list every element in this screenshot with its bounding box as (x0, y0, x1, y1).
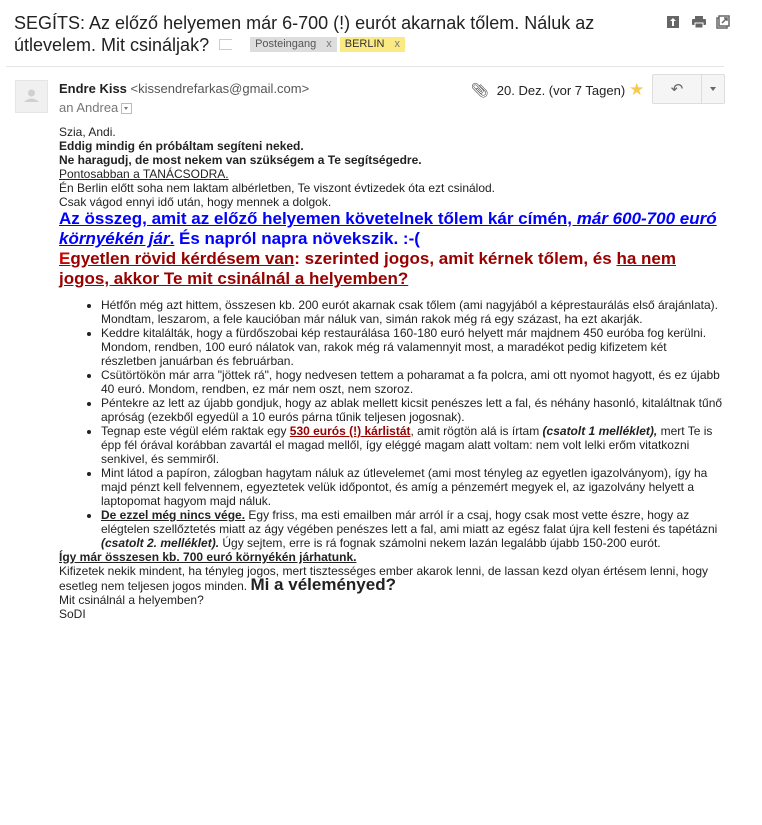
sender-email: <kissendrefarkas@gmail.com> (130, 81, 310, 96)
message-date: 20. Dez. (vor 7 Tagen) (496, 82, 626, 98)
list-item: • Keddre kitalálták, hogy a fürdőszobai kép restaurálása 160-180 euró helyett már majdnem 450 euróba fog kerülni. Mondom, rendben, 100 euró nálatok van, rakok még rá valamennyit most, a maradékot pedig kifizetem két részletben januárban és februárban. (101, 326, 724, 368)
divider (6, 66, 724, 67)
person-icon (16, 81, 47, 112)
new-window-icon[interactable] (716, 15, 730, 29)
remove-label-button[interactable]: x (326, 37, 332, 50)
remove-label-button[interactable]: x (394, 37, 400, 50)
blue-heading-dot: . (169, 229, 175, 248)
sender (59, 81, 309, 96)
text: , amit rögtön alá is írtam (410, 424, 543, 438)
blue-heading-tail: És napról napra növekszik. :-( (174, 229, 420, 248)
details-dropdown-icon[interactable] (121, 103, 132, 114)
attachment-note: (csatolt 1 melléklet), (542, 424, 658, 438)
subject-line-2: útlevelem. Mit csináljak? (14, 35, 210, 55)
importance-marker-icon[interactable] (219, 39, 232, 50)
star-icon[interactable]: ★ (629, 80, 645, 99)
red-heading (59, 249, 724, 289)
message-body (59, 125, 724, 621)
bullet-list (59, 298, 724, 550)
red-heading-part-a: gyetlen rövid kérdésem van (70, 249, 295, 268)
list-item (101, 424, 724, 466)
closing-paragraph (59, 564, 724, 593)
more-actions-button[interactable] (702, 75, 724, 103)
greeting: Szia, Andi. (59, 125, 116, 139)
total-line: Így már összesen kb. 700 euró környékén járhatunk. (59, 550, 357, 564)
label-berlin[interactable] (340, 37, 405, 52)
label-name[interactable]: BERLIN (344, 37, 385, 50)
avatar (15, 80, 48, 113)
attachment-note: (csatolt 2. melléklet). (101, 536, 220, 550)
list-item (101, 508, 724, 550)
list-item: • Hétfőn még azt hittem, összesen kb. 200 eurót akarnak csak tőlem (ami nagyjából a képrestaurálás első árajánlata). Mondtam, leszarom, a fele kaucióban már náluk van, simán rakok még rá egy százast, ha ezt akarják. (101, 298, 724, 326)
red-heading-part-b: : szerinted jogos, amit kérnek tőlem, és (294, 249, 617, 268)
text: Egy friss, ma esti emailben már arról ír a csaj, hogy csak most vette észre, hogy az elégtelen szellőztetés miatt az ágy végében penészes lett a fal, ami miatt az egész falat újra kell festeni és tapétázni (101, 508, 718, 536)
collapse-icon[interactable] (666, 15, 680, 29)
reply-icon: ↶ (670, 81, 684, 98)
attachment-icon: 📎︎ (471, 81, 489, 98)
blue-heading-part: Az összeg, amit az előző helyemen követelnek tőlem kár címén, (59, 209, 577, 228)
subject-line-1: SEGÍTS: Az előző helyemen már 6-700 (!) eurót akarnak tőlem. Náluk az (14, 13, 595, 33)
red-heading-part-c: ha nem jogos, akkor Te mit csinálnál a helyemben? (59, 249, 676, 288)
bold-line-1: Eddig mindig én próbáltam segíteni neked. (59, 139, 304, 153)
bold-line-2: Ne haragudj, de most nekem van szükségem a Te segítségedre. (59, 153, 422, 167)
recipient (59, 100, 132, 115)
thread-toolbar (666, 15, 730, 29)
text: mert Te is épp fél órával korábban zavartál el magad mellől, így eléggé magam alatt voltam: nem volt lelki erőm vitatkozni senkivel, és semmiről. (101, 424, 713, 466)
text: Kifizetek nekik mindent, ha tényleg jogos, mert tisztességes ember akarok lenni, de lassan kezd olyan értésem lenni, hogy esetleg nem teljesen jogos minden. (59, 564, 709, 593)
question-large: Mi a véleményed? (250, 575, 396, 594)
question-line: Mit csinálnál a helyemben? (59, 593, 204, 607)
red-heading-first-letter: E (59, 249, 71, 268)
sender-name[interactable]: Endre Kiss (59, 81, 127, 96)
blue-heading-amount: már 600-700 euró környékén jár (59, 209, 717, 248)
label-posteingang[interactable] (250, 37, 337, 52)
reply-button[interactable] (653, 75, 702, 103)
message-meta (471, 80, 644, 100)
list-item: • Péntekre az lett az újabb gondjuk, hogy az ablak mellett kicsit penészes lett a fal, és néhány hasonló, kitaláltnak tűnő apróság (ezekből egyedül a 10 eurós párna tűnik teljesen jogosnak). (101, 396, 724, 424)
reply-button-group (652, 74, 725, 104)
berlin-line-2: Csak vágod ennyi idő után, hogy mennek a dolgok. (59, 195, 332, 209)
berlin-line-1: Én Berlin előtt soha nem laktam albérletben, Te viszont évtizedek óta ezt csinálod. (59, 181, 496, 195)
email-subject (14, 12, 614, 56)
signature: SoDI (59, 607, 86, 621)
list-item: • Mint látod a papíron, zálogban hagytam náluk az útlevelemet (ami most tényleg az egyetlen igazolványom), így ha majd pénzt kell felvennem, egyeztetek velük időpontot, és amíg a pénzemért megyek el, az igazolvány helyett a laptopomat hagyom majd náluk. (101, 466, 724, 508)
label-name[interactable]: Posteingang (255, 37, 317, 50)
recipient-text: an Andrea (59, 100, 119, 115)
text: Úgy sejtem, erre is rá fognak számolni nekem lazán legalább újabb 150-200 eurót. (219, 536, 661, 550)
underlined-line: Pontosabban a TANÁCSODRA. (59, 167, 229, 181)
emphasis: De ezzel még nincs vége. (101, 508, 246, 522)
text: Tegnap este végül elém raktak egy (101, 424, 290, 438)
list-item: • Csütörtökön már arra "jöttek rá", hogy nedvesen tettem a poharamat a fa polcra, ami ott nyomot hagyott, és ez újabb 40 euró. Mondom, rendben, ez már nem oszt, nem szoroz. (101, 368, 724, 396)
blue-heading (59, 209, 724, 249)
damage-list-link: 530 eurós (!) kárlistát (289, 424, 411, 438)
print-icon[interactable] (691, 15, 705, 29)
